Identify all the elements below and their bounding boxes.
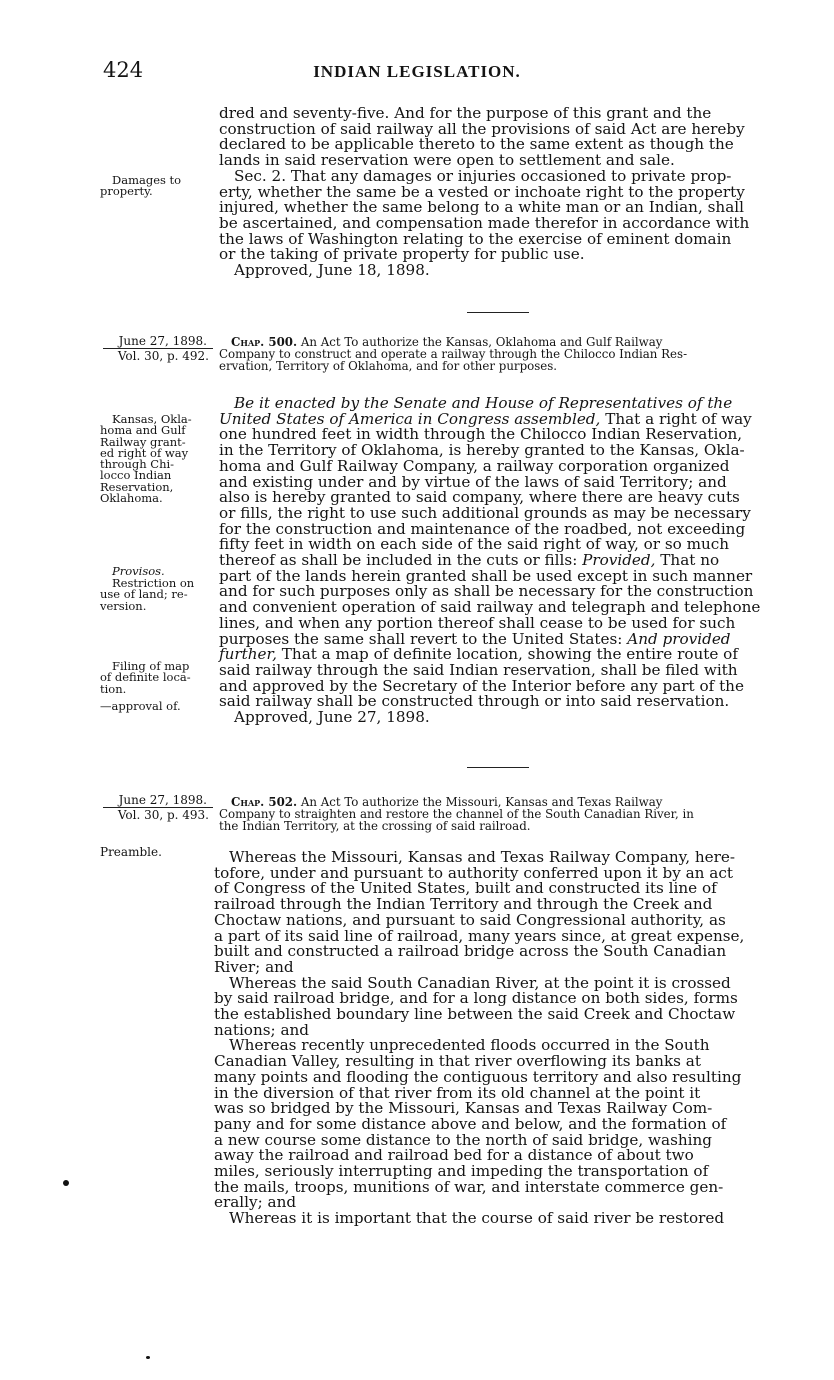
text-line: one hundred feet in width through the Chilocco Indian Reservation,: [219, 425, 743, 444]
text-line: erally; and: [214, 1193, 297, 1212]
text-line: Canadian Valley, resulting in that river overflowing its banks at: [214, 1052, 701, 1071]
text-line: miles, seriously interrupting and impeding the transportation of: [214, 1162, 709, 1181]
text-line: lands in said reservation were open to settlement and sale.: [219, 151, 675, 170]
text-line: or fills, the right to use such additional grounds as may be necessary: [219, 503, 751, 522]
chap500-body: [219, 396, 779, 726]
margin-line: property.: [100, 184, 153, 199]
text-line: construction of said railway all the provisions of said Act are hereby: [219, 119, 745, 138]
text-line: Whereas recently unprecedented floods occurred in the South: [229, 1036, 710, 1055]
margin-line: —approval of.: [100, 699, 181, 713]
text-line: the laws of Washington relating to the exercise of eminent domain: [219, 229, 732, 248]
text-line: That a map of definite location, showing the entire route of: [281, 645, 738, 664]
text-line: a new course some distance to the north of said bridge, washing: [214, 1130, 713, 1149]
margin-line: use of land; re-: [100, 587, 188, 602]
text-line: by said railroad bridge, and for a long distance on both sides, forms: [214, 989, 738, 1008]
margin-note-approval: [100, 701, 218, 712]
title-line: Company to construct and operate a railway through the Chilocco Indian Res-: [219, 347, 688, 361]
margin-note-restriction: [100, 578, 218, 612]
text-line: Choctaw nations, and pursuant to said Congressional authority, as: [214, 910, 726, 929]
text-line: part of the lands herein granted shall be used except in such manner: [219, 566, 753, 585]
text-line: dred and seventy-five. And for the purpose of this grant and the: [219, 104, 712, 122]
text-line: pany and for some distance above and below, and the formation of: [214, 1114, 727, 1133]
text-line: Whereas it is important that the course of said river be restored: [229, 1209, 725, 1228]
section-divider: [467, 312, 529, 313]
margin-line: Restriction on: [112, 576, 195, 590]
text-line: or the taking of private property for public use.: [219, 245, 585, 264]
text-line: in the Territory of Oklahoma, is hereby granted to the Kansas, Okla-: [219, 441, 745, 460]
margin-note-preamble: [100, 847, 218, 858]
top-section: [219, 106, 779, 279]
scan-speck: [63, 1180, 69, 1186]
text-line: the established boundary line between the said Creek and Choctaw: [214, 1005, 736, 1024]
margin-line: tion.: [100, 681, 127, 696]
text-line: nations; and: [214, 1020, 310, 1039]
title-line: An Act To authorize the Missouri, Kansas and Texas Railway: [300, 795, 663, 809]
text-line: be ascertained, and compensation made therefor in accordance with: [219, 213, 750, 232]
chap502-body: [214, 850, 777, 1227]
provided-word: Provided,: [582, 551, 656, 570]
margin-line: Kansas, Okla-: [112, 412, 192, 426]
margin-line: Oklahoma.: [100, 491, 163, 506]
approved-date: Approved, June 18, 1898.: [234, 261, 430, 280]
text-line: a part of its said line of railroad, many years since, at great expense,: [214, 926, 745, 945]
text-line: and convenient operation of said railway and telegraph and telephone: [219, 598, 761, 617]
volume-ref: Vol. 30, p. 492.: [117, 349, 209, 363]
text-line: thereof as shall be included in the cuts or fills:: [219, 551, 578, 570]
text-line: declared to be applicable thereto to the same extent as though the: [219, 135, 734, 154]
text-line: and approved by the Secretary of the Interior before any part of the: [219, 676, 744, 695]
title-line: An Act To authorize the Kansas, Oklahoma and Gulf Railway: [300, 335, 663, 349]
text-line: was so bridged by the Missouri, Kansas and Texas Railway Com-: [214, 1099, 713, 1118]
further-word: further,: [219, 645, 277, 664]
text-line: away the railroad and railroad bed for a distance of about two: [214, 1146, 694, 1165]
text-line: and existing under and by virtue of the laws of said Territory; and: [219, 472, 727, 491]
margin-line: of definite loca-: [100, 670, 191, 685]
act-date: June 27, 1898.: [103, 793, 213, 808]
title-line: ervation, Territory of Oklahoma, and for other purposes.: [219, 359, 558, 373]
margin-line: through Chi-: [100, 457, 175, 472]
approved-date: Approved, June 27, 1898.: [234, 708, 430, 727]
text-line: of Congress of the United States, built and constructed its line of: [214, 879, 717, 898]
text-line: said railway through the said Indian reservation, shall be filed with: [219, 660, 738, 679]
title-line: the Indian Territory, at the crossing of said railroad.: [219, 819, 531, 833]
section-divider: [467, 767, 529, 768]
text-line: many points and flooding the contiguous territory and also resulting: [214, 1067, 742, 1086]
text-line: and for such purposes only as shall be necessary for the construction: [219, 582, 754, 601]
act-date: June 27, 1898.: [103, 334, 213, 349]
margin-line: locco Indian: [100, 468, 172, 483]
text-line: for the construction and maintenance of the roadbed, not exceeding: [219, 519, 746, 538]
text-line: fifty feet in width on each side of the said right of way, or so much: [219, 535, 730, 554]
text-line: Whereas the said South Canadian River, at the point it is crossed: [229, 973, 731, 992]
text-line: in the diversion of that river from its old channel at the point it: [214, 1083, 701, 1102]
text-line: injured, whether the same belong to a white man or an Indian, shall: [219, 198, 744, 217]
text-line: also is hereby granted to said company, where there are heavy cuts: [219, 488, 740, 507]
text-line: purposes the same shall revert to the United States:: [219, 629, 623, 648]
margin-note-filing: [100, 661, 218, 695]
chap500-title: [219, 336, 779, 372]
chapter-label: Chap. 500.: [231, 335, 298, 349]
scan-speck: [146, 1356, 150, 1359]
margin-line: Provisos.: [112, 564, 165, 578]
chapter-label: Chap. 502.: [231, 795, 298, 809]
enacting-clause: United States of America in Congress assembled,: [219, 409, 601, 428]
text-line: erty, whether the same be a vested or inchoate right to the property: [219, 182, 745, 201]
margin-line: homa and Gulf: [100, 423, 186, 438]
margin-line: Filing of map: [112, 659, 190, 673]
chap500-date-block: [103, 334, 213, 363]
and-provided-phrase: And provided: [627, 629, 731, 648]
margin-note-damages: [100, 175, 218, 198]
text-line: River; and: [214, 957, 294, 976]
text-line: homa and Gulf Railway Company, a railway corporation organized: [219, 456, 730, 475]
text-line: built and constructed a railroad bridge across the South Canadian: [214, 942, 727, 961]
chap502-date-block: [103, 793, 213, 822]
margin-line: Reservation,: [100, 479, 174, 494]
text-line: tofore, under and pursuant to authority conferred upon it by an act: [214, 863, 733, 882]
text-line: the mails, troops, munitions of war, and interstate commerce gen-: [214, 1177, 724, 1196]
title-line: Company to straighten and restore the channel of the South Canadian River, in: [219, 807, 694, 821]
running-title: INDIAN LEGISLATION.: [313, 62, 521, 81]
text-line: That a right of way: [605, 409, 752, 428]
text-line: railroad through the Indian Territory and through the Creek and: [214, 895, 713, 914]
margin-line: ed right of way: [100, 445, 189, 460]
page-number: 424: [103, 58, 144, 82]
volume-ref: Vol. 30, p. 493.: [117, 808, 209, 822]
enacting-clause: Be it enacted by the Senate and House of Representatives of the: [234, 394, 733, 412]
text-line: lines, and when any portion thereof shall cease to be used for such: [219, 613, 736, 632]
margin-note-kansas: [100, 414, 218, 504]
margin-line: Damages to: [112, 173, 182, 187]
margin-line: Railway grant-: [100, 434, 186, 449]
text-line: Whereas the Missouri, Kansas and Texas Railway Company, here-: [229, 848, 736, 866]
text-line: said railway shall be constructed through or into said reservation.: [219, 692, 730, 711]
chap502-title: [219, 796, 779, 832]
text-line: That no: [660, 551, 720, 570]
margin-line: version.: [100, 598, 147, 613]
text-line: Sec. 2. That any damages or injuries occasioned to private prop-: [234, 166, 732, 185]
margin-line: Preamble.: [100, 845, 162, 859]
